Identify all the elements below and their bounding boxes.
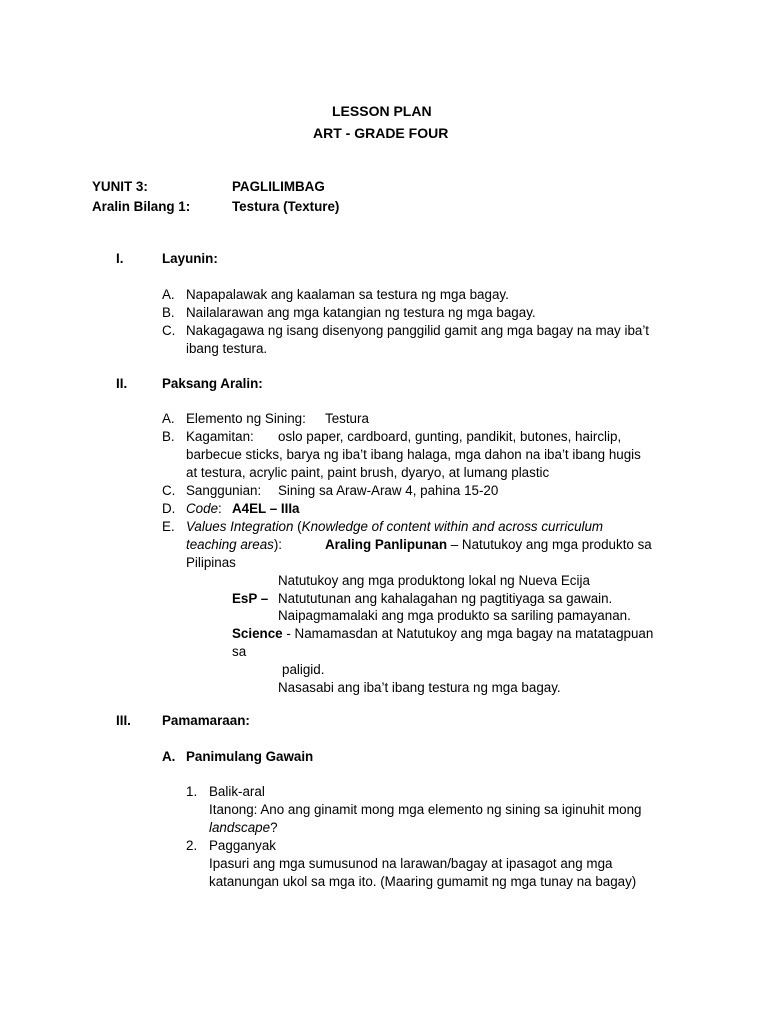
lesson-value: Testura (Texture) — [232, 199, 340, 214]
topic-b-value: oslo paper, cardboard, gunting, pandikit, butones, hairclip, — [278, 429, 622, 444]
topic-e-letter: E. — [162, 519, 175, 534]
topic-c-letter: C. — [162, 483, 176, 498]
science-line-3: paligid. — [282, 662, 325, 677]
objective-b-text: Nailalarawan ang mga katangian ng testura ng mga bagay. — [186, 305, 536, 320]
document-title: LESSON PLAN — [332, 103, 432, 119]
topic-e-label: Values Integration — [186, 519, 294, 534]
topic-e-line4: Natutukoy ang mga produktong lokal ng Nueva Ecija — [278, 573, 590, 588]
esp-text-1: Natututunan ang kahalagahan ng pagtitiyaga sa gawain. — [278, 591, 613, 606]
topic-c-value: Sining sa Araw-Araw 4, pahina 15-20 — [278, 483, 499, 498]
topic-e-subject-text: – Natutukoy ang mga produkto sa — [447, 537, 652, 552]
topic-a-letter: A. — [162, 411, 175, 426]
step-1-italic: landscape — [209, 820, 271, 835]
topic-d-letter: D. — [162, 501, 176, 516]
topic-e-paren: ( — [293, 519, 302, 534]
topic-a-label: Elemento ng Sining: — [186, 411, 306, 426]
topic-c-label: Sanggunian: — [186, 483, 262, 498]
unit-label: YUNIT 3: — [92, 179, 148, 194]
step-2-line-2: katanungan ukol sa mga ito. (Maaring gumamit ng mga tunay na bagay) — [209, 874, 637, 889]
science-text-1: - Namamasdan at Natutukoy ang mga bagay na matatagpuan — [282, 626, 654, 641]
topic-e-subject: Araling Panlipunan — [325, 537, 448, 552]
step-1-title: Balik-aral — [209, 784, 265, 799]
esp-label: EsP – — [232, 591, 269, 606]
topic-e-close: ): — [273, 537, 283, 552]
science-line-2: sa — [232, 644, 247, 659]
topic-d-value: A4EL – IIIa — [232, 501, 300, 516]
objective-b-letter: B. — [162, 305, 175, 320]
topic-b-letter: B. — [162, 429, 175, 444]
section-1-number: I. — [116, 251, 124, 266]
lesson-label: Aralin Bilang 1: — [92, 199, 191, 214]
unit-value: PAGLILIMBAG — [232, 179, 325, 194]
topic-e-subject-line — [325, 536, 652, 554]
science-label: Science — [232, 626, 283, 641]
document-subtitle: ART - GRADE FOUR — [313, 125, 449, 141]
topic-e-italic-3: teaching areas — [186, 537, 274, 552]
topic-d-line — [186, 500, 222, 518]
step-1-line-1: Itanong: Ano ang ginamit mong mga elemento ng sining sa iginuhit mong — [209, 802, 642, 817]
objective-a-text: Napapalawak ang kaalaman sa testura ng mga bagay. — [186, 287, 509, 302]
objective-c-text: Nakagagawa ng isang disenyong panggilid gamit ang mga bagay na may iba’t — [186, 323, 650, 338]
section-3-number: III. — [116, 713, 131, 728]
step-2-title: Pagganyak — [209, 838, 277, 853]
science-line-4: Nasasabi ang iba’t ibang testura ng mga bagay. — [278, 680, 561, 695]
objective-c-text-cont: ibang testura. — [186, 341, 268, 356]
topic-e-line3: Pilipinas — [186, 555, 236, 570]
topic-b-line3: at testura, acrylic paint, paint brush, dyaryo, at lumang plastic — [186, 465, 550, 480]
topic-a-value: Testura — [325, 411, 369, 426]
subsection-a-letter: A. — [162, 749, 176, 764]
step-1-line-2 — [209, 819, 278, 837]
topic-e-italic-2: Knowledge of content within and across curriculum — [301, 519, 604, 534]
step-2-line-1: Ipasuri ang mga sumusunod na larawan/bagay at ipasagot ang mga — [209, 856, 613, 871]
section-1-title: Layunin: — [162, 251, 218, 266]
esp-text-2: Naipagmamalaki ang mga produkto sa sariling pamayanan. — [278, 608, 631, 623]
objective-c-letter: C. — [162, 323, 176, 338]
science-line — [232, 625, 653, 643]
topic-d-label: Code — [186, 501, 219, 516]
step-1-line-2-end: ? — [270, 820, 278, 835]
section-3-title: Pamamaraan: — [162, 713, 250, 728]
section-2-title: Paksang Aralin: — [162, 376, 263, 391]
step-1-number: 1. — [186, 784, 198, 799]
topic-b-line2: barbecue sticks, barya ng iba’t ibang halaga, mga dahon na iba’t ibang hugis — [186, 447, 641, 462]
topic-e-line2 — [186, 536, 282, 554]
section-2-number: II. — [116, 376, 128, 391]
step-2-number: 2. — [186, 838, 198, 853]
topic-e-line1 — [186, 518, 603, 536]
subsection-a-title: Panimulang Gawain — [186, 749, 314, 764]
objective-a-letter: A. — [162, 287, 175, 302]
topic-b-label: Kagamitan: — [186, 429, 254, 444]
topic-d-colon: : — [218, 501, 222, 516]
